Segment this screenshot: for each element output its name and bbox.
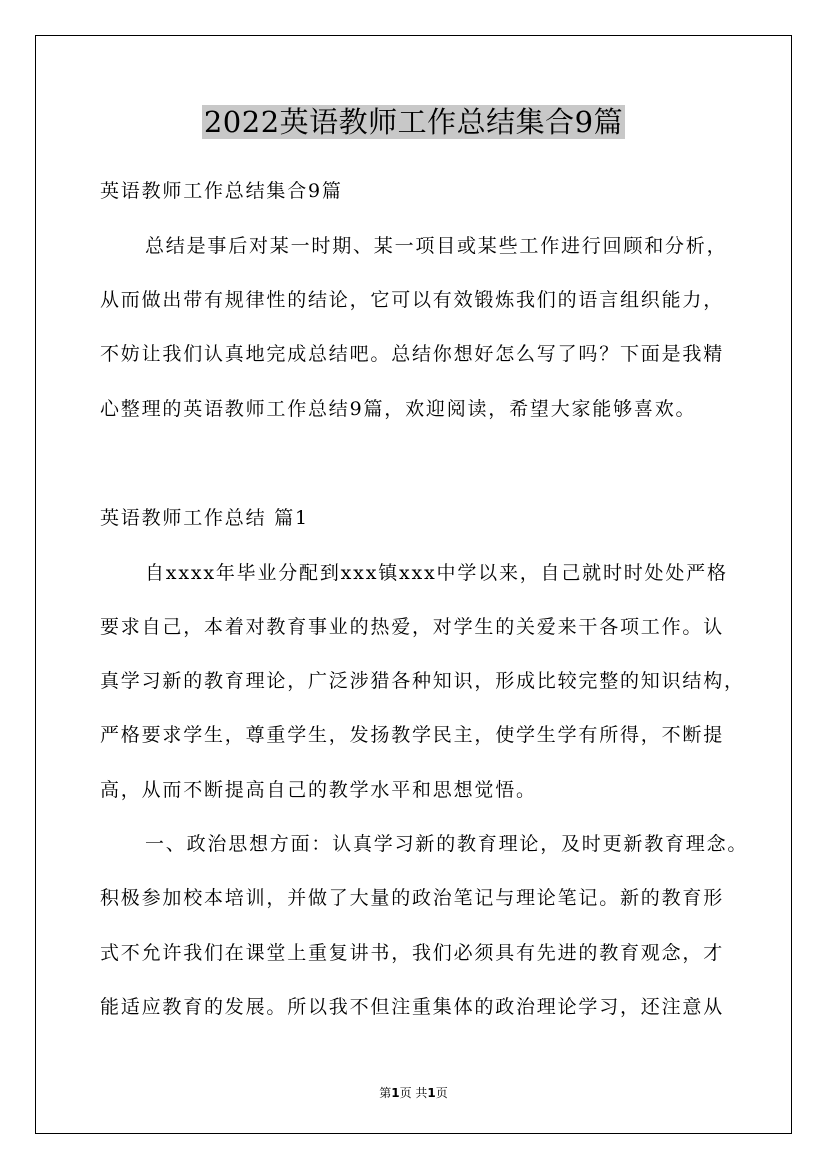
title-text: 2022英语教师工作总结集合9篇 — [203, 105, 624, 139]
paragraph-line: 严格要求学生，尊重学生，发扬教学民主，使学生学有所得，不断提 — [100, 724, 725, 746]
section-heading: 英语教师工作总结 篇1 — [100, 507, 309, 529]
paragraph-line: 不妨让我们认真地完成总结吧。总结你想好怎么写了吗？下面是我精 — [100, 343, 725, 365]
paragraph-line: 高，从而不断提高自己的教学水平和思想觉悟。 — [100, 779, 537, 801]
paragraph-line: 心整理的英语教师工作总结9篇，欢迎阅读，希望大家能够喜欢。 — [100, 398, 697, 420]
footer-suffix: 页 — [435, 1086, 448, 1100]
paragraph-line: 真学习新的教育理论，广泛涉猎各种知识，形成比较完整的知识结构， — [100, 670, 745, 692]
paragraph-line: 式不允许我们在课堂上重复讲书，我们必须具有先进的教育观念，才 — [100, 942, 725, 964]
paragraph-line: 从而做出带有规律性的结论，它可以有效锻炼我们的语言组织能力， — [100, 289, 725, 311]
paragraph-line: 积极参加校本培训，并做了大量的政治笔记与理论笔记。新的教育形 — [100, 887, 725, 909]
document-title — [0, 100, 827, 144]
footer-prefix: 第 — [379, 1086, 392, 1100]
footer-total-pages: 1 — [427, 1086, 436, 1100]
paragraph-line: 一、政治思想方面：认真学习新的教育理论，及时更新教育理念。 — [145, 833, 749, 855]
page-footer — [0, 1085, 827, 1101]
paragraph-line: 要求自己，本着对教育事业的热爱，对学生的关爱来干各项工作。认 — [100, 616, 725, 638]
subtitle-line: 英语教师工作总结集合9篇 — [100, 180, 343, 202]
paragraph-line: 能适应教育的发展。所以我不但注重集体的政治理论学习，还注意从 — [100, 996, 725, 1018]
paragraph-line: 总结是事后对某一时期、某一项目或某些工作进行回顾和分析， — [145, 235, 728, 257]
paragraph-line: 自xxxx年毕业分配到xxx镇xxx中学以来，自己就时时处处严格 — [145, 562, 728, 584]
footer-mid: 页 共 — [399, 1086, 428, 1100]
footer-page-number: 1 — [391, 1086, 400, 1100]
